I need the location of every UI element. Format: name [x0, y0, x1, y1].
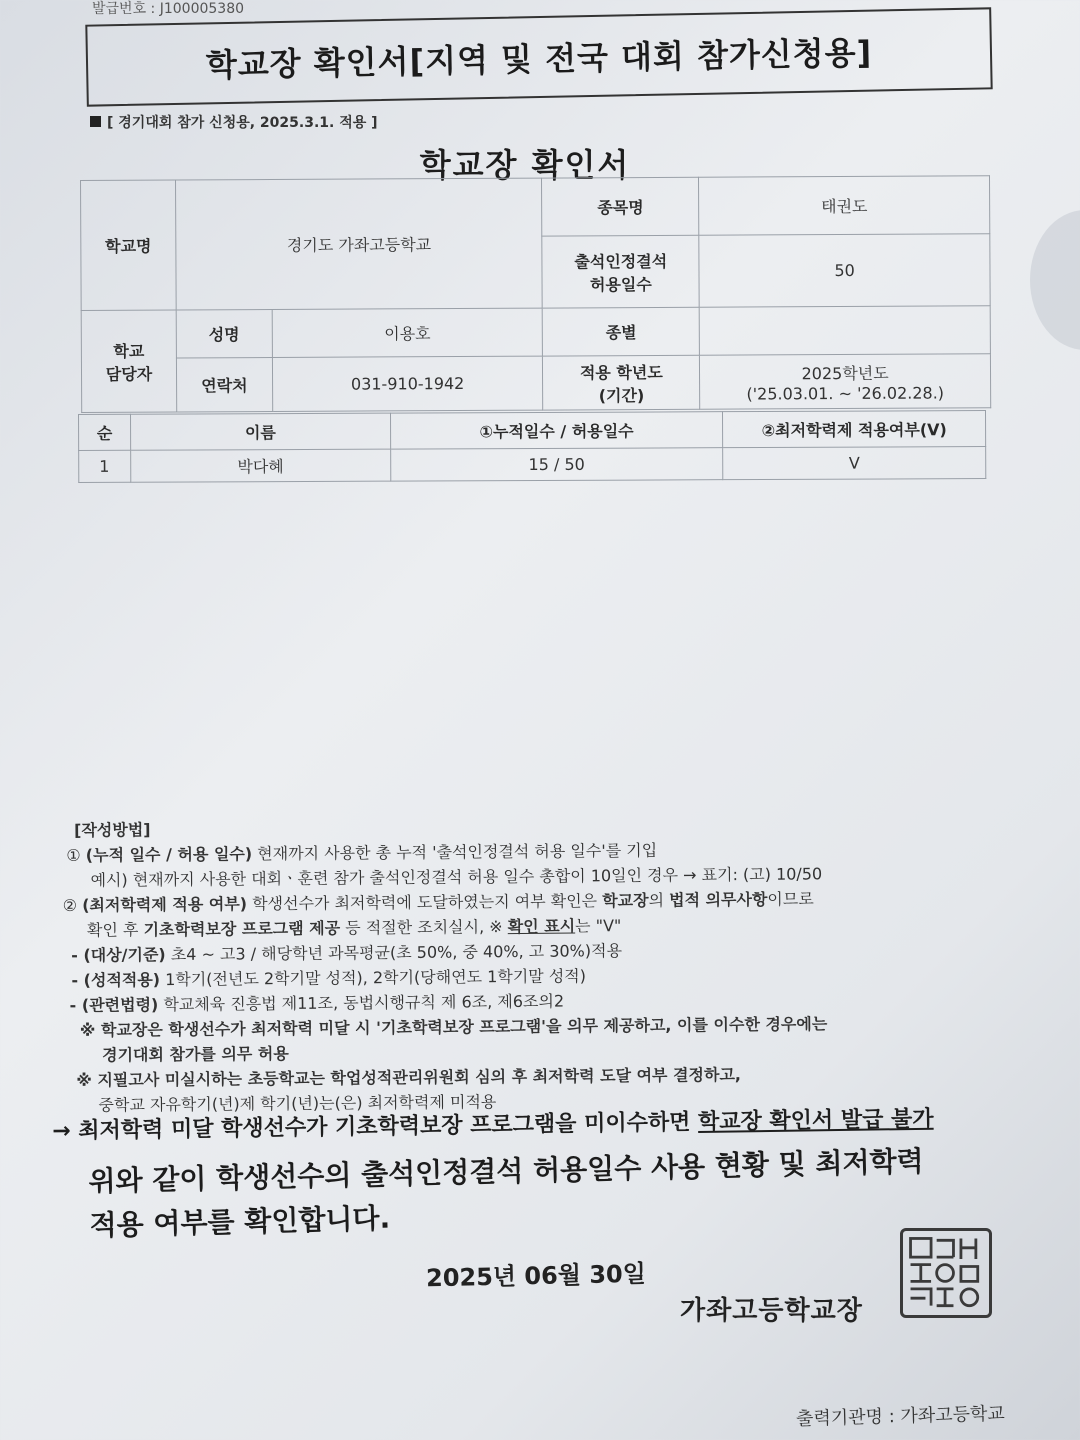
event-value [699, 306, 990, 356]
instructions [58, 810, 1021, 1118]
sport-label: 종목명 [542, 177, 699, 236]
name-label: 성명 [176, 309, 272, 358]
confirmation-line-1: 위와 같이 학생선수의 출석인정결석 허용일수 사용 현황 및 최저학력 [88, 1144, 925, 1198]
instruction-line-10: ※ 지필고사 미실시하는 초등학교는 학업성적관리위원회 심의 후 최저학력 도달 여부 결정하고, [76, 1065, 742, 1090]
confirmation-statement [88, 1140, 925, 1248]
contact-value: 031-910-1942 [272, 356, 543, 411]
instruction-line-9: 경기대회 참가를 의무 허용 [101, 1043, 289, 1065]
circle-number-2: ② [62, 895, 78, 915]
confirmation-line-2: 적용 여부를 확인합니다. [89, 1201, 391, 1242]
issue-date: 2025년 06월 30일 [425, 1259, 647, 1293]
main-title: 학교장 확인서[지역 및 전국 대회 참가신청용] [205, 33, 873, 85]
instruction-4a: 확인 후 [86, 920, 144, 940]
allow-days-label-line1: 출석인정결석 [574, 251, 668, 271]
row-days: 15 / 50 [390, 448, 723, 481]
instruction-3-bold2: 학교장 [602, 890, 649, 911]
document-title: 학교장 확인서 [419, 146, 631, 184]
manager-label [81, 310, 176, 412]
contact-label: 연락처 [176, 357, 272, 412]
form-note [90, 112, 378, 132]
year-value-line1: 2025학년도 [801, 363, 889, 383]
info-table [80, 175, 991, 413]
col-header-applied: ②최저학력제 적용여부(V) [723, 411, 986, 448]
year-label-line1: 적용 학년도 [579, 362, 663, 382]
instruction-line-8: ※ 학교장은 학생선수가 최저학력 미달 시 '기초학력보장 프로그램'을 의무 제공하고, 이를 이수한 경우에는 [79, 1014, 828, 1040]
allow-days-label [542, 235, 699, 308]
seal-glyph-icon [903, 1231, 989, 1315]
instruction-6-bold: - (성적적용) [71, 970, 161, 990]
instruction-4-underline: 확인 표시 [507, 916, 576, 937]
col-header-no: 순 [79, 414, 131, 450]
school-value: 경기도 가좌고등학교 [175, 178, 542, 310]
folder-tab-decoration [1030, 210, 1080, 350]
instructions-heading: [작성방법] [74, 820, 151, 840]
title-box [85, 7, 992, 106]
manager-label-line1: 학교 [113, 341, 145, 361]
instruction-5-bold: - (대상/기준) [71, 945, 166, 965]
instruction-6-text: 1학기(전년도 2학기말 성적), 2학기(당해연도 1학기말 성적) [160, 966, 587, 990]
issuer-footer: 출력기관명 : 가좌고등학교 [795, 1403, 1006, 1430]
row-no: 1 [79, 450, 131, 482]
row-applied: V [723, 447, 986, 480]
instruction-5-text: 초4 ~ 고3 / 해당학년 과목평균(초 50%, 중 40%, 고 30%)적용 [165, 941, 623, 965]
instruction-2-title: (최저학력제 적용 여부) [82, 894, 248, 915]
event-label: 종별 [543, 307, 700, 356]
notice-text: → 최저학력 미달 학생선수가 기초학력보장 프로그램을 미이수하면 [52, 1109, 699, 1144]
circle-number-1: ① [66, 845, 81, 865]
year-label [543, 355, 700, 410]
instruction-3-bold3: 법적 의무사항 [668, 889, 768, 910]
manager-label-line2: 담당자 [105, 364, 153, 384]
instruction-4-bold: 기초학력보장 프로그램 제공 [143, 918, 341, 940]
official-seal-icon [900, 1228, 992, 1318]
form-note-text: [ 경기대회 참가 신청용, 2025.3.1. 적용 ] [107, 115, 378, 131]
instruction-7-text: 학교체육 진흥법 제11조, 동법시행규칙 제 6조, 제6조의2 [158, 991, 565, 1015]
name-value: 이용호 [272, 308, 543, 357]
year-value-line2: ('25.03.01. ~ '26.02.28.) [746, 382, 945, 404]
issue-number: 발급번호 : J100005380 [92, 1, 245, 17]
instruction-4b: 등 적절한 조치실시, ※ [340, 917, 508, 938]
instruction-4c: 는 "V" [575, 916, 622, 936]
school-label: 학교명 [81, 180, 177, 310]
year-label-line2: (기간) [598, 385, 645, 405]
col-header-days: ①누적일수 / 허용일수 [390, 412, 723, 449]
instruction-7-bold: - (관련법령) [69, 995, 159, 1015]
instruction-3b: 의 [648, 890, 670, 910]
instruction-line-11: 중학교 자유학기(년)제 학기(년)는(은) 최저학력제 미적용 [98, 1092, 497, 1115]
sport-value: 태권도 [699, 176, 990, 236]
row-name: 박다혜 [131, 449, 391, 482]
table-row [79, 447, 986, 483]
allow-days-value: 50 [699, 234, 990, 308]
col-header-name: 이름 [130, 413, 390, 450]
instruction-1-title: (누적 일수 / 허용 일수) [85, 844, 253, 865]
instruction-3c: 이므로 [767, 889, 814, 909]
instruction-line-2: 예시) 현재까지 사용한 대회ㆍ훈련 참가 출석인정결석 허용 일수 총합이 10일인 경우 → 표기: (고) 10/50 [90, 864, 823, 890]
year-value [700, 354, 991, 410]
square-bullet-icon [90, 116, 101, 127]
student-table [78, 410, 986, 483]
instruction-3a: 학생선수가 최저학력에 도달하였는지 여부 확인은 [246, 891, 603, 914]
principal-name: 가좌고등학교장 [680, 1296, 863, 1326]
allow-days-label-line2: 허용일수 [589, 274, 652, 294]
notice-underline: 학교장 확인서 발급 불가 [697, 1106, 934, 1135]
instruction-1-text: 현재까지 사용한 총 누적 '출석인정결석 허용 일수'를 기입 [252, 840, 658, 864]
